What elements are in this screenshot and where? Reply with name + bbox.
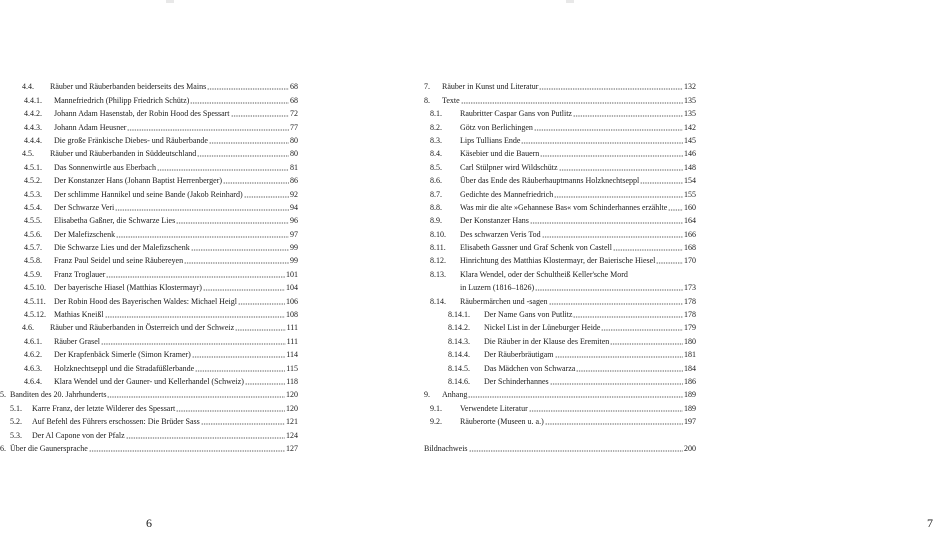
- dot-leader: [550, 383, 683, 385]
- dot-leader: [207, 88, 289, 90]
- toc-entry-page: 180: [684, 336, 696, 346]
- toc-entry-number: 8.8.: [430, 202, 442, 212]
- toc-entry-page: 99: [290, 256, 298, 266]
- toc-entry[interactable]: [424, 267, 696, 280]
- dot-leader: [601, 329, 683, 331]
- toc-entry[interactable]: [424, 401, 696, 414]
- toc-entry-page: 99: [290, 243, 298, 253]
- toc-entry-title: Der Name Gans von Putlitz: [484, 310, 573, 320]
- toc-entry-number: 8.14.: [430, 296, 446, 306]
- toc-entry-page: 155: [684, 189, 696, 199]
- dot-leader: [201, 423, 285, 425]
- toc-entry-number: 4.5.12.: [24, 310, 46, 320]
- toc-entry[interactable]: [424, 294, 696, 307]
- toc-entry[interactable]: [424, 442, 696, 455]
- toc-entry-title: Räuber in Kunst und Literatur: [442, 82, 539, 92]
- toc-entry-title: Über die Gaunersprache: [10, 443, 88, 453]
- toc-entry-page: 86: [290, 176, 298, 186]
- toc-entry-page: 135: [684, 95, 696, 105]
- toc-entry-title: Räuber und Räuberbanden in Österreich und der Schweiz: [50, 323, 235, 333]
- toc-entry-title: Elisabeth Gassner und Graf Schenk von Castell: [460, 243, 612, 253]
- toc-entry[interactable]: [424, 147, 696, 160]
- toc-entry[interactable]: [424, 174, 696, 187]
- toc-entry[interactable]: [424, 388, 696, 401]
- toc-entry[interactable]: [0, 281, 298, 294]
- toc-entry[interactable]: [0, 415, 298, 428]
- toc-entry[interactable]: [0, 134, 298, 147]
- toc-entry[interactable]: [424, 227, 696, 240]
- toc-entry-number: 4.4.1.: [24, 95, 42, 105]
- dot-leader: [613, 249, 683, 251]
- top-crop-mark: [566, 0, 574, 3]
- dot-leader: [245, 383, 285, 385]
- toc-entry-title: Klara Wendel, oder der Schultheiß Keller'sche Mord: [460, 269, 628, 279]
- toc-entry[interactable]: [0, 160, 298, 173]
- toc-entry-page: 186: [684, 376, 696, 386]
- toc-entry-number: 4.4.2.: [24, 109, 42, 119]
- toc-entry-page: 148: [684, 162, 696, 172]
- toc-entry-page: 178: [684, 310, 696, 320]
- toc-entry-title: Räuber Grasel: [54, 336, 100, 346]
- dot-leader: [238, 303, 285, 305]
- toc-entry[interactable]: [424, 107, 696, 120]
- toc-entry-page: 111: [286, 336, 298, 346]
- toc-entry-page: 189: [684, 403, 696, 413]
- toc-entry-title: Raubritter Caspar Gans von Putlitz: [460, 109, 572, 119]
- toc-entry-number: 4.5.8.: [24, 256, 42, 266]
- toc-entry-number: 4.5.10.: [24, 283, 46, 293]
- toc-entry-page: 72: [290, 109, 298, 119]
- dot-leader: [461, 102, 683, 104]
- toc-entry-number: 8.7.: [430, 189, 442, 199]
- toc-entry-page: 120: [286, 403, 298, 413]
- toc-entry-title: Franz Paul Seidel und seine Räubereyen: [54, 256, 184, 266]
- toc-entry-number: 4.5.11.: [24, 296, 46, 306]
- dot-leader: [549, 303, 683, 305]
- dot-leader: [573, 115, 683, 117]
- toc-entry[interactable]: [0, 375, 298, 388]
- toc-entry[interactable]: [0, 308, 298, 321]
- toc-entry[interactable]: [0, 174, 298, 187]
- toc-entry-title: Elisabetha Gaßner, die Schwarze Lies: [54, 216, 176, 226]
- dot-leader: [610, 343, 683, 345]
- toc-entry-page: 170: [684, 256, 696, 266]
- toc-entry-page: 92: [290, 189, 298, 199]
- toc-entry-page: 168: [684, 243, 696, 253]
- dot-leader: [184, 262, 289, 264]
- toc-entry-page: 173: [684, 283, 696, 293]
- toc-entry-title: Was mir die alte »Gehannese Bas« vom Schinderhannes erzählte: [460, 202, 668, 212]
- toc-entry[interactable]: [0, 214, 298, 227]
- toc-entry-page: 124: [286, 430, 298, 440]
- toc-entry-title: Räubermärchen und -sagen: [460, 296, 548, 306]
- toc-entry[interactable]: [0, 107, 298, 120]
- toc-entry[interactable]: [0, 254, 298, 267]
- dot-leader: [555, 356, 683, 358]
- toc-entry-page: 127: [286, 443, 298, 453]
- toc-entry-title: Der Konstanzer Hans (Johann Baptist Herrenberger): [54, 176, 223, 186]
- page-number-right: 7: [927, 516, 933, 530]
- toc-entry[interactable]: [424, 160, 696, 173]
- toc-entry-number: 4.5.7.: [24, 243, 42, 253]
- toc-entry-page: 166: [684, 229, 696, 239]
- dot-leader: [115, 209, 289, 211]
- toc-entry-number: 8.14.6.: [448, 376, 470, 386]
- toc-entry-number: 5.3.: [10, 430, 22, 440]
- dot-leader: [539, 88, 683, 90]
- toc-entry[interactable]: [0, 267, 298, 280]
- toc-entry-title: Über das Ende des Räuberhauptmanns Holzknechtseppl: [460, 176, 640, 186]
- toc-entry-number: 8.14.3.: [448, 336, 470, 346]
- toc-entry-page: 81: [290, 162, 298, 172]
- dot-leader: [468, 396, 683, 398]
- toc-entry[interactable]: [424, 348, 696, 361]
- toc-entry-number: 8.13.: [430, 269, 446, 279]
- toc-entry-page: 189: [684, 390, 696, 400]
- dot-leader: [105, 316, 285, 318]
- toc-entry-page: 120: [286, 390, 298, 400]
- toc-entry[interactable]: [0, 428, 298, 441]
- toc-entry-title: Franz Troglauer: [54, 269, 106, 279]
- toc-entry[interactable]: [0, 442, 298, 455]
- page-number-left: 6: [146, 516, 152, 530]
- toc-entry[interactable]: [424, 120, 696, 133]
- toc-entry-number: 8.11.: [430, 243, 446, 253]
- toc-entry-number: 9.: [424, 390, 430, 400]
- toc-entry[interactable]: [424, 254, 696, 267]
- toc-entry-number: 4.6.4.: [24, 376, 42, 386]
- toc-entry-title: Der Al Capone von der Pfalz: [32, 430, 125, 440]
- toc-entry-page: 132: [684, 82, 696, 92]
- toc-entry-number: 4.5.4.: [24, 202, 42, 212]
- toc-entry-page: 178: [684, 296, 696, 306]
- dot-leader: [559, 169, 683, 171]
- toc-entry-number: 4.5.6.: [24, 229, 42, 239]
- toc-entry-title: Bildnachweis: [424, 443, 468, 453]
- toc-entry-number: 5.1.: [10, 403, 22, 413]
- toc-entry-page: 106: [286, 296, 298, 306]
- toc-entry[interactable]: [424, 214, 696, 227]
- dot-leader: [534, 129, 683, 131]
- toc-entry[interactable]: [0, 348, 298, 361]
- toc-entry[interactable]: [0, 321, 298, 334]
- table-of-contents-left: [0, 80, 298, 455]
- toc-entry-number: 8.: [424, 95, 430, 105]
- toc-entry-number: 5.: [0, 390, 6, 400]
- toc-entry-number: 8.14.1.: [448, 310, 470, 320]
- toc-entry-number: 9.1.: [430, 403, 442, 413]
- toc-entry-title: Des schwarzen Veris Tod: [460, 229, 541, 239]
- toc-entry-number: 8.9.: [430, 216, 442, 226]
- toc-entry[interactable]: [0, 93, 298, 106]
- toc-entry-page: 179: [684, 323, 696, 333]
- dot-leader: [223, 182, 289, 184]
- toc-entry-title: Der Robin Hood des Bayerischen Waldes: Michael Heigl: [54, 296, 237, 306]
- toc-entry-number: 8.14.4.: [448, 350, 470, 360]
- toc-entry-page: 142: [684, 122, 696, 132]
- dot-leader: [106, 276, 285, 278]
- dot-leader: [107, 396, 285, 398]
- toc-entry-title: Käsebier und die Bauern: [460, 149, 540, 159]
- toc-entry-number: 8.12.: [430, 256, 446, 266]
- toc-entry-page: 114: [286, 350, 298, 360]
- toc-entry-title: Götz von Berlichingen: [460, 122, 533, 132]
- toc-entry[interactable]: [0, 401, 298, 414]
- toc-entry-title: Mathias Kneißl: [54, 310, 104, 320]
- dot-leader: [521, 142, 683, 144]
- toc-entry[interactable]: [424, 308, 696, 321]
- toc-entry[interactable]: [424, 93, 696, 106]
- toc-entry-page: 97: [290, 229, 298, 239]
- toc-entry-page: 68: [290, 95, 298, 105]
- toc-entry-title: Texte: [442, 95, 460, 105]
- toc-entry: [424, 428, 696, 441]
- toc-entry-page: 181: [684, 350, 696, 360]
- toc-entry[interactable]: [0, 120, 298, 133]
- toc-entry[interactable]: [424, 187, 696, 200]
- dot-leader: [209, 142, 289, 144]
- dot-leader: [190, 102, 289, 104]
- toc-entry-page: 200: [684, 443, 696, 453]
- toc-entry-title: Räuber und Räuberbanden in Süddeutschland: [50, 149, 197, 159]
- dot-leader: [203, 289, 285, 291]
- toc-entry-number: 4.6.1.: [24, 336, 42, 346]
- toc-entry-title: in Luzern (1816–1826): [460, 283, 535, 293]
- toc-entry-number: 4.5.1.: [24, 162, 42, 172]
- toc-entry-title: Verwendete Literatur: [460, 403, 528, 413]
- toc-entry-page: 164: [684, 216, 696, 226]
- dot-leader: [192, 356, 285, 358]
- toc-entry-title: Der Konstanzer Hans: [460, 216, 529, 226]
- toc-entry-page: 96: [290, 216, 298, 226]
- toc-entry-page: 80: [290, 135, 298, 145]
- toc-entry-page: 145: [684, 135, 696, 145]
- toc-entry-page: 121: [286, 417, 298, 427]
- toc-entry-number: 8.14.2.: [448, 323, 470, 333]
- toc-entry[interactable]: [0, 147, 298, 160]
- toc-entry[interactable]: [424, 281, 696, 294]
- toc-entry-number: 4.5.9.: [24, 269, 42, 279]
- toc-entry-page: 101: [286, 269, 298, 279]
- toc-entry-title: Banditen des 20. Jahrhunderts: [10, 390, 107, 400]
- dot-leader: [235, 329, 285, 331]
- toc-entry-number: 8.10.: [430, 229, 446, 239]
- toc-entry-number: 4.5.2.: [24, 176, 42, 186]
- toc-entry[interactable]: [0, 388, 298, 401]
- dot-leader: [157, 169, 289, 171]
- toc-entry-number: 8.6.: [430, 176, 442, 186]
- toc-entry-number: 8.1.: [430, 109, 442, 119]
- toc-entry-number: 8.5.: [430, 162, 442, 172]
- toc-entry-page: 184: [684, 363, 696, 373]
- dot-leader: [116, 236, 289, 238]
- toc-entry-title: Holzknechtseppl und die Stradafüßlerbande: [54, 363, 195, 373]
- toc-entry[interactable]: [424, 361, 696, 374]
- toc-entry-page: 104: [286, 283, 298, 293]
- dot-leader: [656, 262, 683, 264]
- toc-entry-title: Der Räuberbräutigam: [484, 350, 554, 360]
- toc-entry-title: Gedichte des Mannefriedrich: [460, 189, 554, 199]
- toc-entry-title: Johann Adam Heusner: [54, 122, 127, 132]
- toc-entry-title: Der Schwarze Veri: [54, 202, 115, 212]
- toc-entry-title: Der Krapfenbäck Simerle (Simon Kramer): [54, 350, 191, 360]
- toc-entry-title: Der Malefizschenk: [54, 229, 116, 239]
- dot-leader: [101, 343, 286, 345]
- toc-entry-title: Räuber und Räuberbanden beiderseits des Mains: [50, 82, 207, 92]
- dot-leader: [545, 423, 683, 425]
- toc-entry-title: Das Mädchen von Schwarza: [484, 363, 576, 373]
- toc-entry-number: 4.4.3.: [24, 122, 42, 132]
- toc-entry-title: Anhang: [442, 390, 468, 400]
- toc-entry[interactable]: [0, 187, 298, 200]
- dot-leader: [668, 209, 683, 211]
- toc-entry-number: 8.14.5.: [448, 363, 470, 373]
- toc-entry-number: 4.6.3.: [24, 363, 42, 373]
- toc-entry-number: 4.6.: [22, 323, 34, 333]
- toc-entry-title: Die Räuber in der Klause des Eremiten: [484, 336, 610, 346]
- dot-leader: [176, 222, 289, 224]
- dot-leader: [244, 196, 289, 198]
- toc-entry-page: 197: [684, 417, 696, 427]
- toc-entry-title: Nickel List in der Lüneburger Heide: [484, 323, 601, 333]
- toc-entry-page: 77: [290, 122, 298, 132]
- toc-entry[interactable]: [424, 415, 696, 428]
- toc-entry-number: 6.: [0, 443, 6, 453]
- toc-entry-title: Lips Tullians Ende: [460, 135, 521, 145]
- toc-entry[interactable]: [424, 80, 696, 93]
- toc-entry-number: 9.2.: [430, 417, 442, 427]
- dot-leader: [576, 370, 683, 372]
- toc-entry[interactable]: [424, 241, 696, 254]
- toc-entry[interactable]: [0, 241, 298, 254]
- dot-leader: [530, 222, 683, 224]
- toc-entry-title: Mannefriedrich (Philipp Friedrich Schütz): [54, 95, 190, 105]
- toc-entry[interactable]: [0, 227, 298, 240]
- toc-entry-page: 118: [286, 376, 298, 386]
- toc-entry[interactable]: [424, 375, 696, 388]
- dot-leader: [176, 410, 285, 412]
- toc-entry[interactable]: [0, 80, 298, 93]
- dot-leader: [89, 450, 285, 452]
- toc-entry-number: 4.6.2.: [24, 350, 42, 360]
- toc-entry-title: Die große Fränkische Diebes- und Räuberbande: [54, 135, 208, 145]
- toc-entry[interactable]: [424, 134, 696, 147]
- toc-entry-page: 94: [290, 202, 298, 212]
- toc-entry-page: 115: [286, 363, 298, 373]
- toc-entry-title: Carl Stülpner wird Wildschütz: [460, 162, 558, 172]
- dot-leader: [197, 155, 289, 157]
- dot-leader: [542, 236, 683, 238]
- toc-entry[interactable]: [0, 294, 298, 307]
- dot-leader: [469, 450, 683, 452]
- toc-entry-page: 146: [684, 149, 696, 159]
- toc-entry-number: 8.2.: [430, 122, 442, 132]
- dot-leader: [535, 289, 683, 291]
- toc-entry-title: Hinrichtung des Matthias Klostermayr, der Baierische Hiesel: [460, 256, 656, 266]
- toc-entry-number: 4.4.4.: [24, 135, 42, 145]
- toc-entry-title: Die Schwarze Lies und der Malefizschenk: [54, 243, 190, 253]
- toc-entry-page: 160: [684, 202, 696, 212]
- toc-entry-title: Das Sonnenwirtle aus Eberbach: [54, 162, 156, 172]
- dot-leader: [554, 196, 683, 198]
- toc-entry-number: 5.2.: [10, 417, 22, 427]
- toc-entry[interactable]: [0, 334, 298, 347]
- dot-leader: [126, 437, 285, 439]
- toc-entry-page: 154: [684, 176, 696, 186]
- toc-entry-number: 4.5.5.: [24, 216, 42, 226]
- toc-entry-number: 7.: [424, 82, 430, 92]
- toc-entry-title: Der schlimme Hannikel und seine Bande (Jakob Reinhard): [54, 189, 243, 199]
- toc-entry-page: 111: [286, 323, 298, 333]
- dot-leader: [127, 129, 289, 131]
- toc-entry-title: Klara Wendel und der Gauner- und Kellerhandel (Schweiz): [54, 376, 244, 386]
- toc-entry[interactable]: [424, 321, 696, 334]
- toc-entry-page: 108: [286, 310, 298, 320]
- toc-entry-title: Johann Adam Hasenstab, der Robin Hood des Spessart: [54, 109, 230, 119]
- toc-entry-number: 8.4.: [430, 149, 442, 159]
- left-page: [0, 0, 360, 556]
- dot-leader: [195, 370, 285, 372]
- toc-entry-title: Auf Befehl des Führers erschossen: Die Brüder Sass: [32, 417, 200, 427]
- toc-entry-page: 135: [684, 109, 696, 119]
- toc-entry-number: 4.5.3.: [24, 189, 42, 199]
- toc-entry-title: Der Schinderhannes: [484, 376, 549, 386]
- dot-leader: [231, 115, 289, 117]
- toc-entry[interactable]: [0, 361, 298, 374]
- toc-entry-number: 4.4.: [22, 82, 34, 92]
- dot-leader: [540, 155, 683, 157]
- toc-entry-number: 4.5.: [22, 149, 34, 159]
- top-crop-mark: [166, 0, 174, 3]
- dot-leader: [573, 316, 683, 318]
- dot-leader: [529, 410, 683, 412]
- toc-entry-number: 8.3.: [430, 135, 442, 145]
- toc-entry-title: Räuberorte (Museen u. a.): [460, 417, 544, 427]
- toc-entry-page: 68: [290, 82, 298, 92]
- toc-entry-title: Karre Franz, der letzte Wilderer des Spessart: [32, 403, 176, 413]
- toc-entry-title: Der bayerische Hiasel (Matthias Klostermayr): [54, 283, 202, 293]
- toc-entry[interactable]: [424, 334, 696, 347]
- dot-leader: [191, 249, 289, 251]
- toc-entry[interactable]: [424, 201, 696, 214]
- table-of-contents-right: [424, 80, 696, 455]
- toc-entry-page: 80: [290, 149, 298, 159]
- toc-entry[interactable]: [0, 201, 298, 214]
- dot-leader: [640, 182, 683, 184]
